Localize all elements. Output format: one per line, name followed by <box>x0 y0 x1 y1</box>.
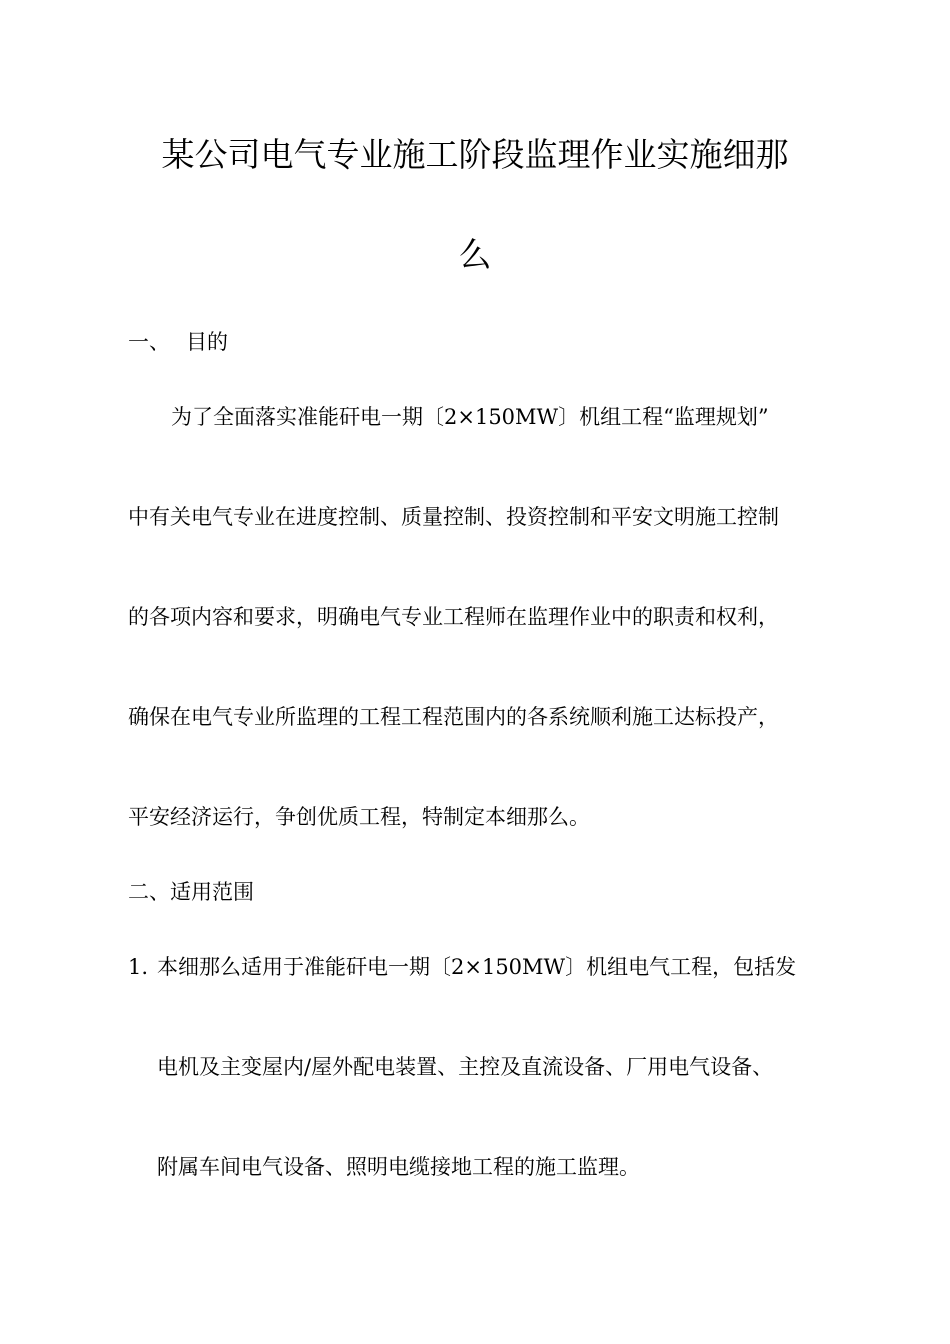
section-2-heading: 二、适用范围 <box>128 880 254 904</box>
section-1-number: 一、 <box>128 330 170 354</box>
list-item-line: 附属车间电气设备、照明电缆接地工程的施工监理。 <box>157 1155 640 1179</box>
section-1-paragraph-line: 确保在电气专业所监理的工程工程范围内的各系统顺利施工达标投产， <box>128 705 779 729</box>
list-item-line: 本细那么适用于准能矸电一期〔2×150MW〕机组电气工程，包括发 <box>157 955 797 979</box>
section-1-heading: 目的 <box>186 330 228 354</box>
list-item-number: 1. <box>128 955 149 979</box>
section-1-paragraph-line: 的各项内容和要求，明确电气专业工程师在监理作业中的职责和权利， <box>128 605 779 629</box>
list-item-line: 电机及主变屋内/屋外配电装置、主控及直流设备、厂用电气设备、 <box>157 1055 774 1079</box>
document-title-line-2: 么 <box>458 235 492 274</box>
section-1-paragraph-line: 为了全面落实准能矸电一期〔2×150MW〕机组工程“监理规划” <box>171 405 769 429</box>
section-1-paragraph-line: 平安经济运行，争创优质工程，特制定本细那么。 <box>128 805 590 829</box>
document-title-line-1: 某公司电气专业施工阶段监理作业实施细那 <box>161 135 789 174</box>
section-1-paragraph-line: 中有关电气专业在进度控制、质量控制、投资控制和平安文明施工控制 <box>128 505 779 529</box>
